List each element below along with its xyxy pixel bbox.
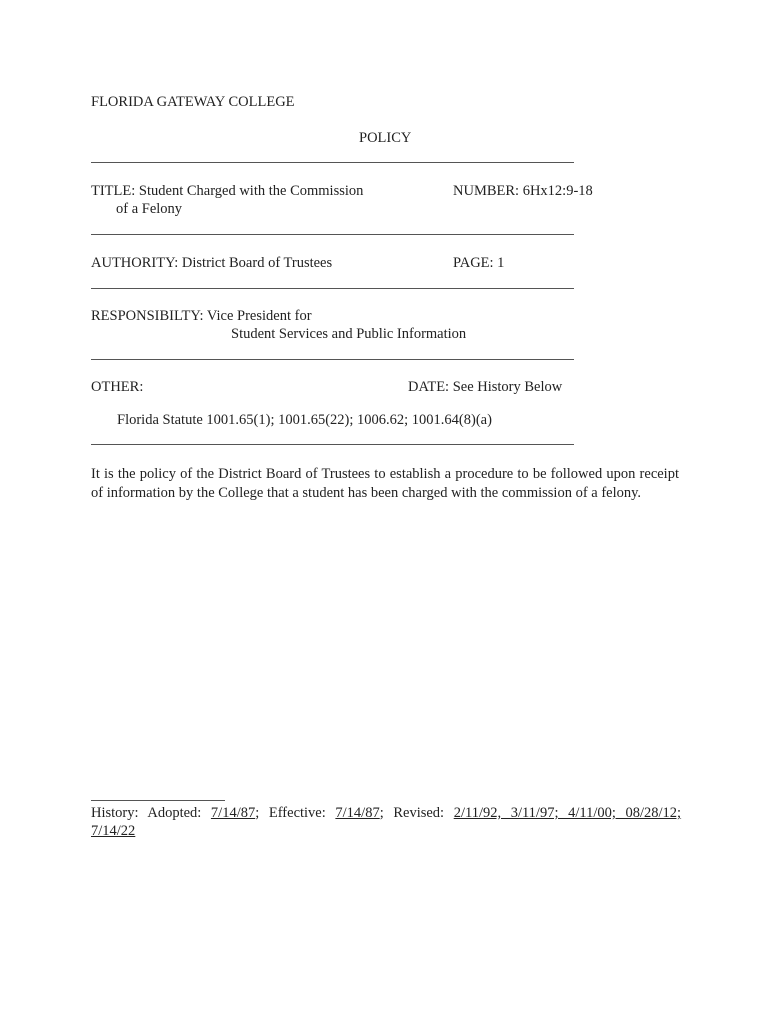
- revised-label: Revised:: [393, 805, 445, 821]
- adopted-date: 7/14/87: [210, 805, 256, 821]
- page-number: PAGE: 1: [453, 255, 505, 271]
- divider: [91, 359, 574, 360]
- footnote-divider: [91, 800, 225, 801]
- history-line-2: [91, 822, 135, 841]
- policy-title-continuation: of a Felony: [116, 201, 183, 217]
- policy-date: DATE: See History Below: [408, 379, 563, 395]
- policy-title: TITLE: Student Charged with the Commission: [91, 183, 364, 199]
- revised-dates-continued: 7/14/22: [91, 823, 136, 839]
- document-type: POLICY: [359, 130, 412, 146]
- history-label: History:: [91, 805, 139, 821]
- history-line: History: Adopted: 7/14/87; Effective: 7/14/87; Revised: 2/11/92, 3/11/97; 4/11/00; 08/28/12;: [91, 805, 682, 821]
- statute-reference: Florida Statute 1001.65(1); 1001.65(22); 1006.62; 1001.64(8)(a): [117, 412, 492, 428]
- divider: [91, 162, 574, 163]
- divider: [91, 444, 574, 445]
- other-label: OTHER:: [91, 379, 144, 395]
- revised-dates: 2/11/92, 3/11/97; 4/11/00; 08/28/12;: [453, 805, 682, 821]
- adopted-label: Adopted:: [147, 805, 202, 821]
- effective-date: 7/14/87: [335, 805, 380, 821]
- divider: [91, 288, 574, 289]
- policy-responsibility-continuation: Student Services and Public Information: [231, 326, 467, 342]
- effective-label: Effective:: [268, 805, 326, 821]
- divider: [91, 234, 574, 235]
- policy-responsibility: RESPONSIBILTY: Vice President for: [91, 308, 312, 324]
- policy-statement: It is the policy of the District Board of Trustees to establish a procedure to be followed upon receipt of information by the College that a student has been charged with the commission of a felony.: [91, 466, 679, 501]
- institution-name: FLORIDA GATEWAY COLLEGE: [91, 94, 295, 110]
- policy-number: NUMBER: 6Hx12:9-18: [453, 183, 593, 199]
- policy-authority: AUTHORITY: District Board of Trustees: [91, 255, 333, 271]
